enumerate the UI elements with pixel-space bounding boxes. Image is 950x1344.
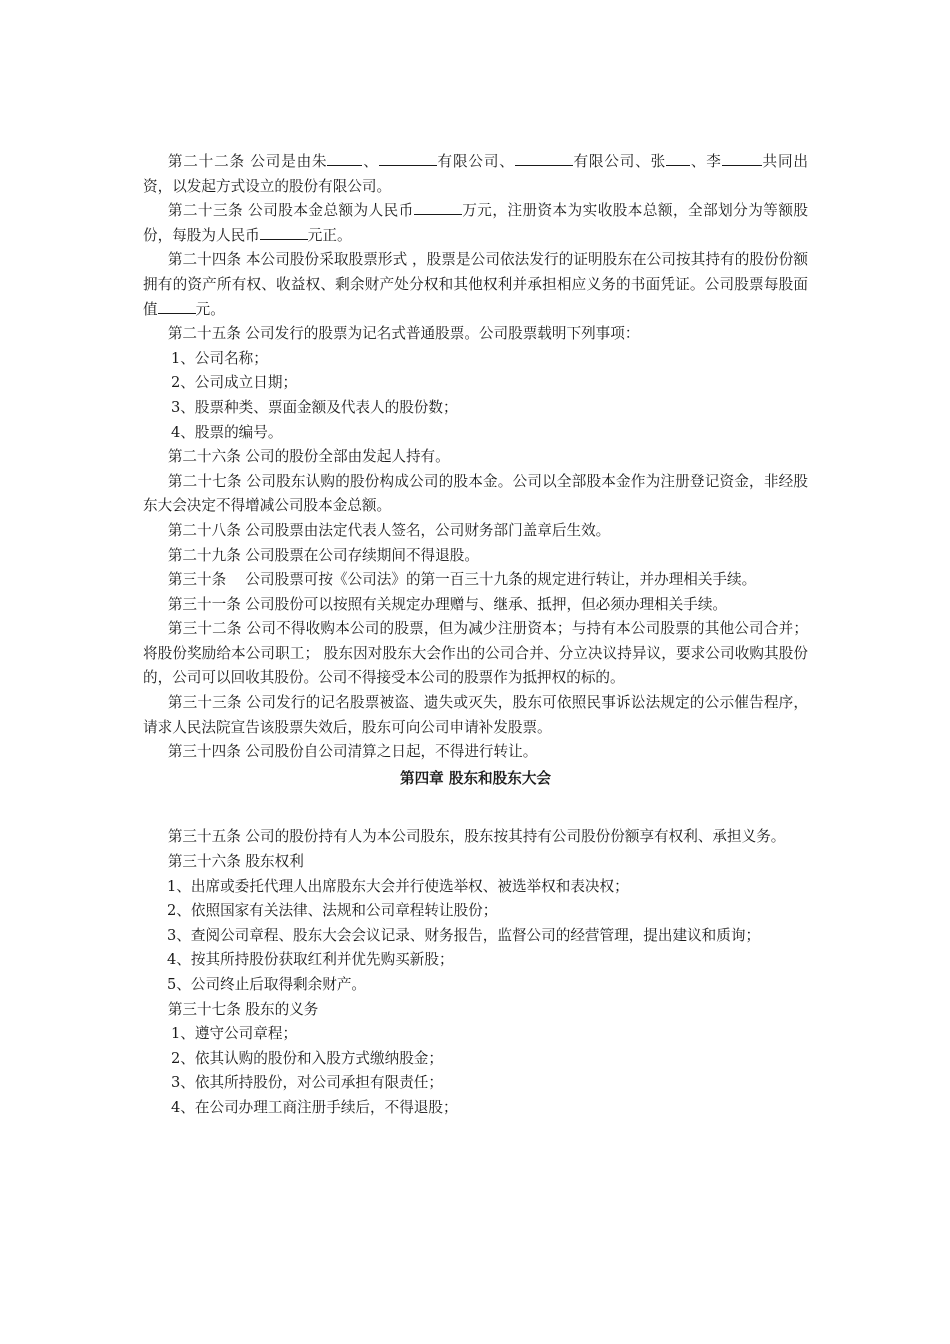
article-23: 第二十三条 公司股本金总额为人民币 万元，注册资本为实收股本总额，全部划分为等额股份，每股为人民币 元正。 bbox=[143, 202, 808, 244]
list-item: 4、在公司办理工商注册手续后，不得退股； bbox=[171, 1098, 458, 1116]
list-item: 4、股票的编号。 bbox=[171, 423, 283, 441]
blank-field bbox=[722, 151, 762, 166]
list-item: 4、按其所持股份获取红利并优先购买新股； bbox=[167, 951, 454, 969]
list-item: 2、公司成立日期； bbox=[171, 374, 298, 392]
blank-field bbox=[666, 151, 690, 166]
article-22: 第二十二条 公司是由朱 、 有限公司、 有限公司、张 、李 共同出资，以发起方式设立的股份有限公司。 bbox=[143, 153, 808, 195]
list-item: 3、依其所持股份，对公司承担有限责任； bbox=[171, 1074, 443, 1092]
article-24: 第二十四条 本公司股份采取股票形式 ，股票是公司依法发行的证明股东在公司按其持有的股份份额拥有的资产所有权、收益权、剩余财产处分权和其他权利并承担相应义务的书面凭证。公司股票每股面值 元。 bbox=[143, 251, 808, 318]
article-27: 第二十七条 公司股东认购的股份构成公司的股本金。公司以全部股本金作为注册登记资金，非经股东大会决定不得增减公司股本金总额。 bbox=[143, 472, 808, 515]
blank-field bbox=[260, 225, 308, 240]
list-item: 1、遵守公司章程； bbox=[171, 1025, 298, 1043]
blank-field bbox=[515, 151, 573, 166]
list-item: 5、公司终止后取得剩余财产。 bbox=[167, 976, 367, 993]
article-35: 第三十五条 公司的股份持有人为本公司股东，股东按其持有公司股份份额享有权利、承担义务。 bbox=[167, 828, 786, 846]
article-28: 第二十八条 公司股票由法定代表人签名，公司财务部门盖章后生效。 bbox=[167, 521, 611, 539]
article-33: 第三十三条 公司发行的记名股票被盗、遗失或灭失，股东可依照民事诉讼法规定的公示催告程序，请求人民法院宣告该股票失效后，股东可向公司申请补发股票。 bbox=[143, 694, 808, 736]
article-34: 第三十四条 公司股份自公司清算之日起，不得进行转让。 bbox=[167, 743, 538, 761]
list-item: 2、依照国家有关法律、法规和公司章程转让股份； bbox=[167, 902, 498, 920]
chapter-heading: 第四章 股东和股东大会 bbox=[399, 769, 552, 787]
article-36: 第三十六条 股东权利 bbox=[167, 853, 304, 871]
article-25: 第二十五条 公司发行的股票为记名式普通股票。公司股票载明下列事项： bbox=[167, 325, 640, 343]
article-31: 第三十一条 公司股份可以按照有关规定办理赠与、继承、抵押，但必须办理相关手续。 bbox=[167, 595, 728, 613]
article-29: 第二十九条 公司股票在公司存续期间不得退股。 bbox=[167, 546, 479, 564]
list-item: 3、股票种类、票面金额及代表人的股份数； bbox=[171, 398, 458, 416]
article-32: 第三十二条 公司不得收购本公司的股票，但为减少注册资本；与持有本公司股票的其他公司合并；将股份奖励给本公司职工； 股东因对股东大会作出的公司合并、分立决议持异议，要求公司收购其股份的，公司可以回收其股份。公司不得接受本公司的股票作为抵押权的标的。 bbox=[143, 620, 808, 687]
blank-field bbox=[327, 151, 362, 166]
article-37: 第三十七条 股东的义务 bbox=[167, 1000, 319, 1018]
list-item: 1、公司名称； bbox=[171, 349, 268, 367]
document-page bbox=[143, 150, 808, 1121]
spacer bbox=[143, 791, 808, 825]
article-30: 第三十条 公司股票可按《公司法》的第一百三十九条的规定进行转让，并办理相关手续。 bbox=[167, 571, 757, 589]
blank-field bbox=[379, 151, 437, 166]
article-26: 第二十六条 公司的股份全部由发起人持有。 bbox=[167, 448, 450, 466]
blank-field bbox=[158, 299, 196, 314]
list-item: 3、查阅公司章程、股东大会会议记录、财务报告，监督公司的经营管理，提出建议和质询； bbox=[167, 926, 761, 944]
list-item: 2、依其认购的股份和入股方式缴纳股金； bbox=[171, 1049, 443, 1067]
list-item: 1、出席或委托代理人出席股东大会并行使选举权、被选举权和表决权； bbox=[167, 877, 629, 895]
blank-field bbox=[414, 200, 462, 215]
